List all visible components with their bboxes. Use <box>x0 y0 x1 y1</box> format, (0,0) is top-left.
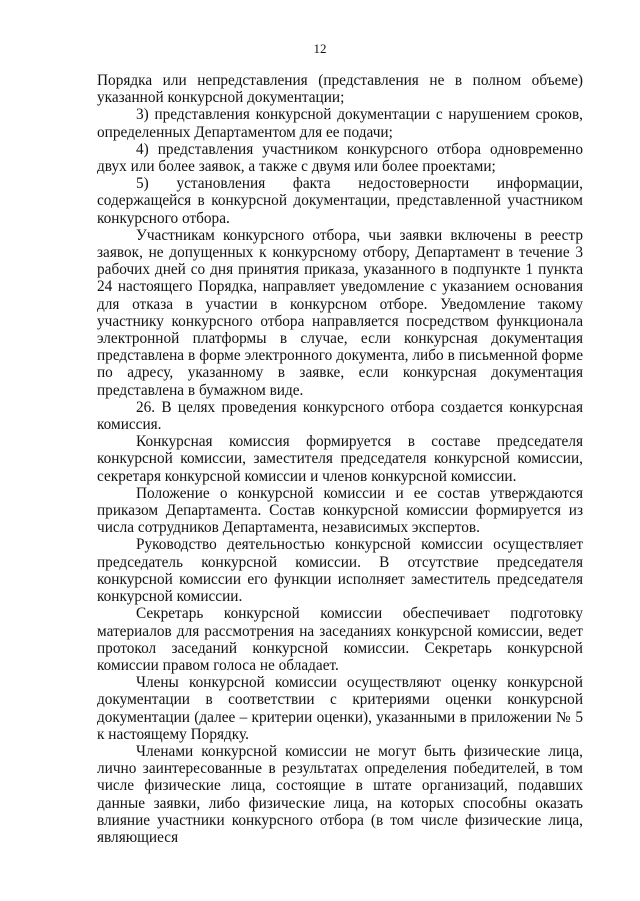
document-body <box>97 72 583 846</box>
paragraph: Порядка или непредставления (представления не в полном объеме) указанной конкурсной документации; <box>97 72 583 107</box>
paragraph: 4) представления участником конкурсного отбора одновременно двух или более заявок, а также с двумя или более проектами; <box>97 140 583 176</box>
paragraph: 5) установления факта недостоверности информации, содержащейся в конкурсной документации, представленной участником конкурсного отбора. <box>97 175 583 227</box>
page-number: 12 <box>313 41 327 56</box>
paragraph: Конкурсная комиссия формируется в составе председателя конкурсной комиссии, заместителя председателя конкурсной комиссии, секретаря конкурсной комиссии и членов конкурсной комиссии. <box>97 433 583 485</box>
paragraph: 26. В целях проведения конкурсного отбора создается конкурсная комиссия. <box>97 398 583 434</box>
paragraph: Положение о конкурсной комиссии и ее состав утверждаются приказом Департамента. Состав конкурсной комиссии формируется из числа сотрудников Департамента, независимых экспертов. <box>97 484 583 537</box>
paragraph: Руководство деятельностью конкурсной комиссии осуществляет председатель конкурсной комиссии. В отсутствие председателя конкурсной комиссии его функции исполняет заместитель председателя конкурсной комиссии. <box>97 536 583 606</box>
paragraph: Секретарь конкурсной комиссии обеспечивает подготовку материалов для рассмотрения на заседаниях конкурсной комиссии, ведет протокол заседаний конкурсной комиссии. Секретарь конкурсной комиссии правом голоса не обладает. <box>97 605 583 674</box>
paragraph: Члены конкурсной комиссии осуществляют оценку конкурсной документации в соответствии с критериями оценки конкурсной документации (далее – критерии оценки), указанными в приложении № 5 к настоящему Порядку. <box>97 674 583 743</box>
paragraph: Участникам конкурсного отбора, чьи заявки включены в реестр заявок, не допущенных к конкурсному отбору, Департамент в течение 3 рабочих дней со дня принятия приказа, указанного в подпункте 1 пункта 24 настоящего Порядка, направляет уведомление с указанием основания для отказа в участии в конкурсном отборе. Уведомление такому участнику конкурсного отбора направляется посредством функционала электронной платформы в случае, если конкурсная документация представлена в форме электронного документа, либо в письменной форме по адресу, указанному в заявке, если конкурсная документация представлена в бумажном виде. <box>97 226 583 399</box>
paragraph: 3) представления конкурсной документации с нарушением сроков, определенных Департаментом для ее подачи; <box>97 106 583 141</box>
paragraph: Членами конкурсной комиссии не могут быть физические лица, лично заинтересованные в результатах определения победителей, в том числе физические лица, состоящие в штате организаций, подавших данные заявки, либо физические лица, на которых способны оказать влияние участники конкурсного отбора (в том числе физические лица, являющиеся <box>97 742 583 846</box>
